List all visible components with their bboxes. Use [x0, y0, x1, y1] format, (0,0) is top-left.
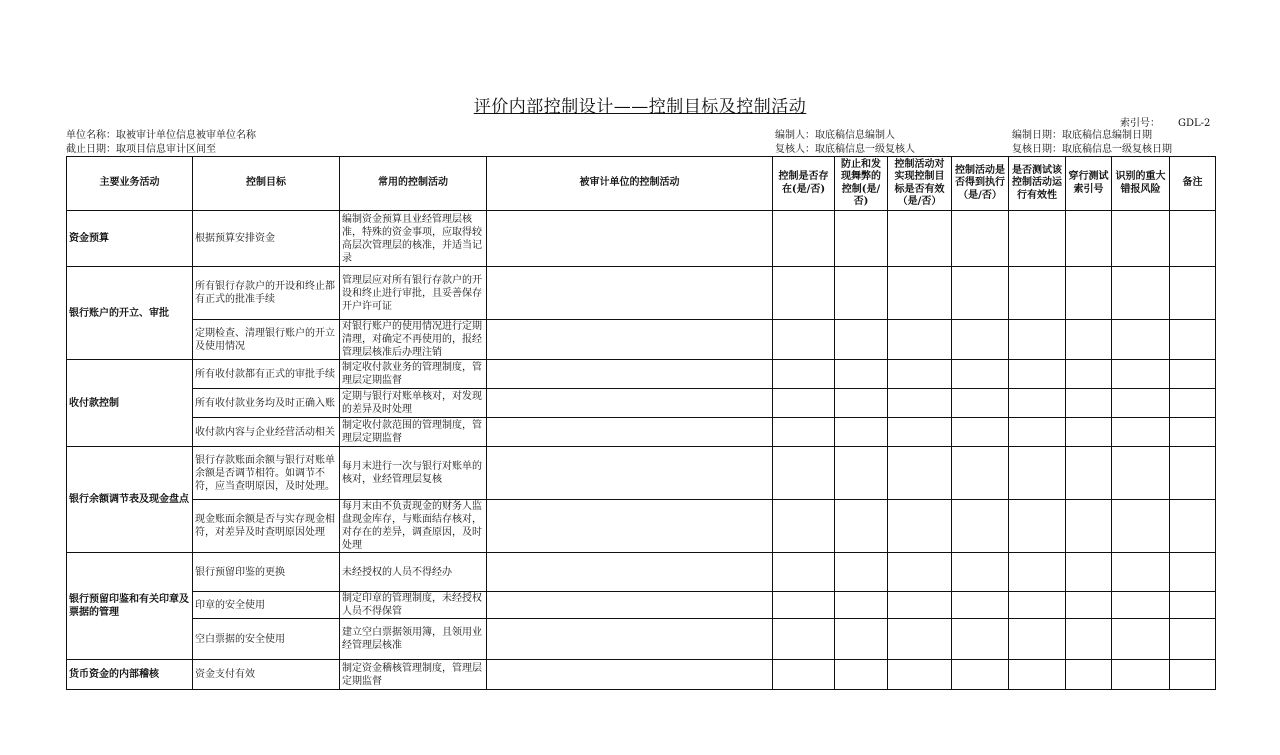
header-cell: 主要业务活动: [67, 157, 193, 211]
table-row: [67, 418, 1216, 447]
empty-cell[interactable]: [1009, 553, 1066, 592]
empty-cell[interactable]: [952, 447, 1009, 500]
empty-cell[interactable]: [1112, 500, 1170, 553]
table-row: [67, 211, 1216, 267]
empty-cell[interactable]: [1170, 619, 1216, 660]
activity-cell: 银行账户的开立、审批: [67, 267, 193, 360]
page-title: 评价内部控制设计——控制目标及控制活动: [473, 97, 807, 117]
table-row: [67, 660, 1216, 690]
empty-cell[interactable]: [1170, 553, 1216, 592]
activity-cell: 银行预留印鉴和有关印章及票据的管理: [67, 553, 193, 660]
activity-cell: 资金预算: [67, 211, 193, 267]
table-row: [67, 360, 1216, 389]
empty-cell[interactable]: [1112, 447, 1170, 500]
prepare-date: 编制日期：取底稿信息编制日期: [1012, 130, 1152, 141]
goal-cell: 印章的安全使用: [193, 592, 340, 619]
header-cell: 识别的重大错报风险: [1112, 157, 1170, 211]
header-cell: 防止和发现舞弊的控制(是/否): [835, 157, 888, 211]
empty-cell[interactable]: [1112, 320, 1170, 360]
table-row: [67, 619, 1216, 660]
empty-cell[interactable]: [1009, 447, 1066, 500]
empty-cell[interactable]: [1009, 619, 1066, 660]
empty-cell[interactable]: [1170, 447, 1216, 500]
empty-cell[interactable]: [773, 267, 835, 320]
empty-cell[interactable]: [1009, 320, 1066, 360]
empty-cell[interactable]: [1170, 660, 1216, 690]
table-row: [67, 320, 1216, 360]
table-row: [67, 389, 1216, 418]
control-table: [66, 156, 1216, 690]
empty-cell[interactable]: [952, 553, 1009, 592]
empty-cell[interactable]: [835, 267, 888, 320]
empty-cell[interactable]: [952, 389, 1009, 418]
empty-cell[interactable]: [888, 619, 952, 660]
empty-cell[interactable]: [487, 447, 773, 500]
empty-cell[interactable]: [1170, 389, 1216, 418]
header-cell: 是否测试该控制活动运行有效性: [1009, 157, 1066, 211]
empty-cell[interactable]: [773, 592, 835, 619]
empty-cell[interactable]: [1112, 418, 1170, 447]
empty-cell[interactable]: [1009, 592, 1066, 619]
control-cell: 制定资金稽核管理制度，管理层定期监督: [340, 660, 487, 690]
control-cell: 对银行账户的使用情况进行定期清理，对确定不再使用的，报经管理层核准后办理注销: [340, 320, 487, 360]
empty-cell[interactable]: [1066, 389, 1112, 418]
empty-cell[interactable]: [952, 211, 1009, 267]
empty-cell[interactable]: [835, 660, 888, 690]
empty-cell[interactable]: [487, 320, 773, 360]
goal-cell: 根据预算安排资金: [193, 211, 340, 267]
empty-cell[interactable]: [773, 320, 835, 360]
table-row: [67, 553, 1216, 592]
empty-cell[interactable]: [952, 360, 1009, 389]
empty-cell[interactable]: [1170, 500, 1216, 553]
empty-cell[interactable]: [1066, 660, 1112, 690]
empty-cell[interactable]: [773, 418, 835, 447]
empty-cell[interactable]: [1066, 211, 1112, 267]
empty-cell[interactable]: [835, 389, 888, 418]
empty-cell[interactable]: [773, 553, 835, 592]
empty-cell[interactable]: [1112, 360, 1170, 389]
goal-cell: 所有收付款都有正式的审批手续: [193, 360, 340, 389]
empty-cell[interactable]: [1112, 619, 1170, 660]
control-cell: 制定收付款业务的管理制度，管理层定期监督: [340, 360, 487, 389]
empty-cell[interactable]: [1170, 360, 1216, 389]
empty-cell[interactable]: [888, 660, 952, 690]
empty-cell[interactable]: [1112, 389, 1170, 418]
empty-cell[interactable]: [1112, 267, 1170, 320]
header-cell: 控制目标: [193, 157, 340, 211]
control-cell: 制定印章的管理制度，未经授权人员不得保管: [340, 592, 487, 619]
empty-cell[interactable]: [835, 553, 888, 592]
empty-cell[interactable]: [835, 418, 888, 447]
empty-cell[interactable]: [487, 619, 773, 660]
table-row: [67, 447, 1216, 500]
empty-cell[interactable]: [1066, 592, 1112, 619]
empty-cell[interactable]: [1170, 211, 1216, 267]
empty-cell[interactable]: [1066, 360, 1112, 389]
header-cell: 被审计单位的控制活动: [487, 157, 773, 211]
header-row: [67, 157, 1216, 211]
empty-cell[interactable]: [487, 360, 773, 389]
empty-cell[interactable]: [487, 500, 773, 553]
empty-cell[interactable]: [487, 553, 773, 592]
empty-cell[interactable]: [888, 267, 952, 320]
empty-cell[interactable]: [1009, 389, 1066, 418]
header-cell: 控制活动是否得到执行（是/否）: [952, 157, 1009, 211]
empty-cell[interactable]: [1066, 500, 1112, 553]
goal-cell: 现金账面余额是否与实存现金相符，对差异及时查明原因处理: [193, 500, 340, 553]
empty-cell[interactable]: [835, 360, 888, 389]
empty-cell[interactable]: [952, 320, 1009, 360]
empty-cell[interactable]: [487, 592, 773, 619]
empty-cell[interactable]: [888, 320, 952, 360]
empty-cell[interactable]: [487, 267, 773, 320]
empty-cell[interactable]: [1112, 660, 1170, 690]
table-row: [67, 500, 1216, 553]
header-cell: 控制是否存在(是/否): [773, 157, 835, 211]
empty-cell[interactable]: [1066, 553, 1112, 592]
empty-cell[interactable]: [487, 660, 773, 690]
empty-cell[interactable]: [1170, 320, 1216, 360]
empty-cell[interactable]: [773, 389, 835, 418]
empty-cell[interactable]: [1066, 447, 1112, 500]
table-row: [67, 267, 1216, 320]
header-cell: 穿行测试索引号: [1066, 157, 1112, 211]
activity-cell: 银行余额调节表及现金盘点: [67, 447, 193, 553]
goal-cell: 银行预留印鉴的更换: [193, 553, 340, 592]
control-cell: 制定收付款范围的管理制度，管理层定期监督: [340, 418, 487, 447]
empty-cell[interactable]: [1066, 320, 1112, 360]
goal-cell: 所有银行存款户的开设和终止都有正式的批准手续: [193, 267, 340, 320]
empty-cell[interactable]: [888, 592, 952, 619]
reviewer: 复核人：取底稿信息一级复核人: [775, 144, 915, 155]
empty-cell[interactable]: [835, 447, 888, 500]
control-cell: 编制资金预算且业经管理层核准，特殊的资金事项，应取得较高层次管理层的核准，并适当记录: [340, 211, 487, 267]
empty-cell[interactable]: [1112, 592, 1170, 619]
empty-cell[interactable]: [952, 418, 1009, 447]
goal-cell: 资金支付有效: [193, 660, 340, 690]
empty-cell[interactable]: [773, 211, 835, 267]
empty-cell[interactable]: [1009, 360, 1066, 389]
empty-cell[interactable]: [487, 418, 773, 447]
empty-cell[interactable]: [835, 500, 888, 553]
cutoff-date: 截止日期：取项目信息审计区间至: [66, 144, 216, 155]
empty-cell[interactable]: [888, 553, 952, 592]
empty-cell[interactable]: [1066, 267, 1112, 320]
empty-cell[interactable]: [1009, 267, 1066, 320]
goal-cell: 所有收付款业务均及时正确入账: [193, 389, 340, 418]
empty-cell[interactable]: [1009, 211, 1066, 267]
empty-cell[interactable]: [773, 500, 835, 553]
control-cell: 定期与银行对账单核对，对发现的差异及时处理: [340, 389, 487, 418]
activity-cell: 货币资金的内部稽核: [67, 660, 193, 690]
empty-cell[interactable]: [773, 360, 835, 389]
control-cell: 未经授权的人员不得经办: [340, 553, 487, 592]
empty-cell[interactable]: [1009, 500, 1066, 553]
control-cell: 每月末进行一次与银行对账单的核对，业经管理层复核: [340, 447, 487, 500]
control-cell: 建立空白票据领用簿，且领用业经管理层核准: [340, 619, 487, 660]
activity-cell: 收付款控制: [67, 360, 193, 447]
empty-cell[interactable]: [1112, 211, 1170, 267]
index-label: 索引号：: [1120, 118, 1160, 129]
empty-cell[interactable]: [1112, 553, 1170, 592]
empty-cell[interactable]: [888, 500, 952, 553]
control-cell: 每月末由不负责现金的财务人监盘现金库存，与账面结存核对，对存在的差异，调查原因，及时处理: [340, 500, 487, 553]
empty-cell[interactable]: [888, 418, 952, 447]
review-date: 复核日期：取底稿信息一级复核日期: [1012, 144, 1172, 155]
goal-cell: 银行存款账面余额与银行对账单余额是否调节相符。如调节不符，应当查明原因，及时处理。: [193, 447, 340, 500]
empty-cell[interactable]: [952, 660, 1009, 690]
empty-cell[interactable]: [487, 389, 773, 418]
empty-cell[interactable]: [1170, 267, 1216, 320]
empty-cell[interactable]: [888, 389, 952, 418]
empty-cell[interactable]: [952, 619, 1009, 660]
unit-name: 单位名称：取被审计单位信息被审单位名称: [66, 130, 256, 141]
empty-cell[interactable]: [487, 211, 773, 267]
empty-cell[interactable]: [1009, 418, 1066, 447]
control-cell: 管理层应对所有银行存款户的开设和终止进行审批，且妥善保存开户许可证: [340, 267, 487, 320]
goal-cell: 空白票据的安全使用: [193, 619, 340, 660]
empty-cell[interactable]: [888, 360, 952, 389]
empty-cell[interactable]: [773, 660, 835, 690]
goal-cell: 收付款内容与企业经营活动相关: [193, 418, 340, 447]
empty-cell[interactable]: [1066, 418, 1112, 447]
empty-cell[interactable]: [1009, 660, 1066, 690]
empty-cell[interactable]: [835, 211, 888, 267]
empty-cell[interactable]: [888, 211, 952, 267]
preparer: 编制人：取底稿信息编制人: [775, 130, 895, 141]
empty-cell[interactable]: [1066, 619, 1112, 660]
goal-cell: 定期检查、清理银行账户的开立及使用情况: [193, 320, 340, 360]
header-cell: 备注: [1170, 157, 1216, 211]
empty-cell[interactable]: [952, 500, 1009, 553]
empty-cell[interactable]: [1170, 592, 1216, 619]
empty-cell[interactable]: [773, 619, 835, 660]
index-value: GDL-2: [1178, 118, 1211, 129]
empty-cell[interactable]: [952, 592, 1009, 619]
header-cell: 常用的控制活动: [340, 157, 487, 211]
table-row: [67, 592, 1216, 619]
header-cell: 控制活动对实现控制目标是否有效（是/否）: [888, 157, 952, 211]
empty-cell[interactable]: [1170, 418, 1216, 447]
empty-cell[interactable]: [952, 267, 1009, 320]
empty-cell[interactable]: [835, 320, 888, 360]
empty-cell[interactable]: [888, 447, 952, 500]
empty-cell[interactable]: [773, 447, 835, 500]
empty-cell[interactable]: [835, 592, 888, 619]
empty-cell[interactable]: [835, 619, 888, 660]
